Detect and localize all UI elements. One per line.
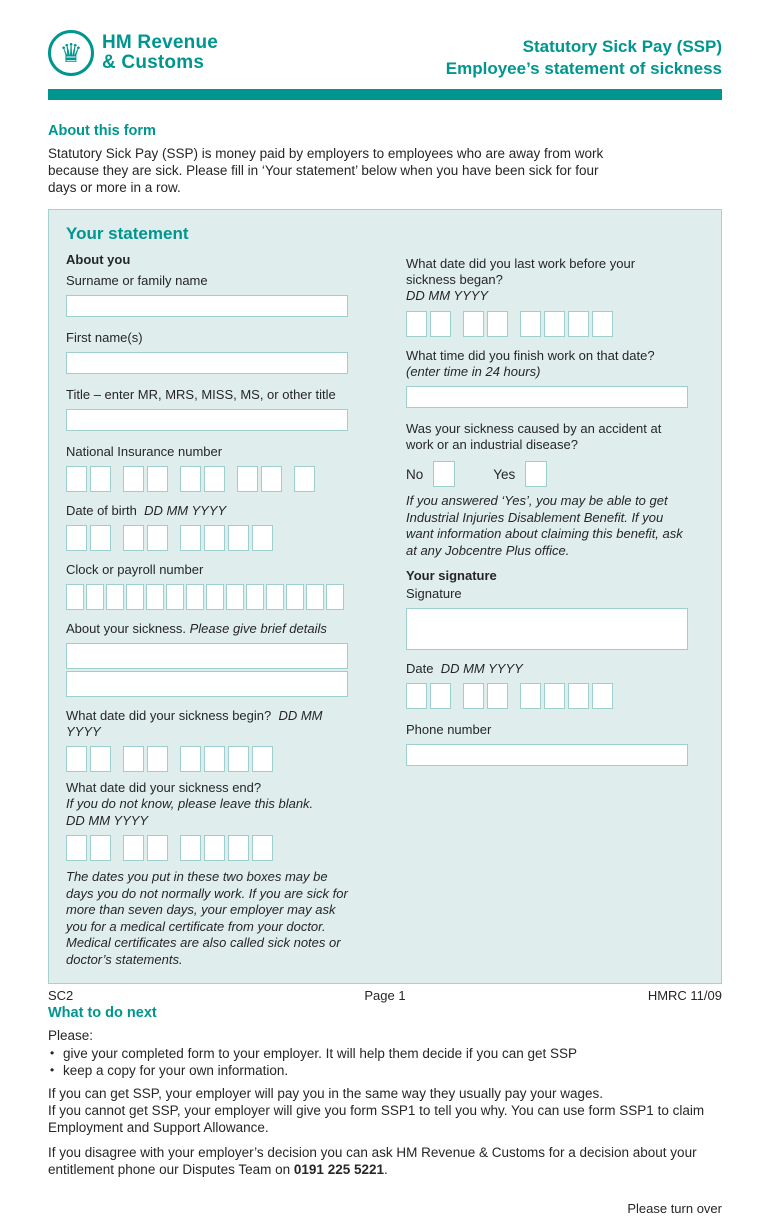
char-box[interactable] [228, 746, 249, 772]
char-box[interactable] [252, 835, 273, 861]
hmrc-reference: HMRC 11/09 [647, 988, 722, 1003]
yes-label: Yes [493, 466, 516, 482]
char-box[interactable] [226, 584, 244, 610]
char-box[interactable] [544, 311, 565, 337]
what-to-do-next-heading: What to do next [48, 1005, 157, 1021]
please-turn-over-label: Please turn over [627, 1201, 722, 1216]
char-box[interactable] [147, 835, 168, 861]
char-box[interactable] [544, 683, 565, 709]
char-box[interactable] [228, 835, 249, 861]
ssp1-line: If you cannot get SSP, your employer will give you form SSP1 to tell you why. You can use form SSP1 to claim Employment and Support Allowance. [48, 1103, 705, 1135]
char-box[interactable] [123, 746, 144, 772]
char-box[interactable] [180, 835, 201, 861]
form-code: SC2 [48, 988, 74, 1003]
char-box[interactable] [266, 584, 284, 610]
list-item: • keep a copy for your own information. [50, 1062, 722, 1079]
ni-number-boxes[interactable] [66, 466, 348, 492]
char-box[interactable] [66, 525, 87, 551]
about-you-heading: About you [66, 252, 131, 267]
signature-date-boxes[interactable] [406, 683, 688, 709]
clock-payroll-label: Clock or payroll number [66, 562, 204, 577]
dob-boxes[interactable] [66, 525, 348, 551]
char-box[interactable] [123, 835, 144, 861]
industrial-injuries-note: If you answered ‘Yes’, you may be able to get Industrial Injuries Disablement Benefit. If you want information about claiming this benefit, ask at any Jobcentre Plus office. [406, 493, 683, 558]
char-box[interactable] [180, 746, 201, 772]
char-box[interactable] [520, 683, 541, 709]
char-box[interactable] [592, 311, 613, 337]
char-box[interactable] [568, 683, 589, 709]
sickness-end-note: If you do not know, please leave this blank. [66, 796, 314, 811]
dates-explanation-note: The dates you put in these two boxes may be days you do not normally work. If you are sick for more than seven days, your employer may ask you for a medical certificate from your doctor. Medical certificates are also called sick notes or doctor’s statements. [66, 869, 348, 967]
char-box[interactable] [246, 584, 264, 610]
logo-line-1: HM Revenue [102, 32, 219, 53]
ssp-pay-line: If you can get SSP, your employer will pay you in the same way they usually pay your wages. [48, 1086, 604, 1101]
last-work-boxes[interactable] [406, 311, 688, 337]
char-box[interactable] [430, 683, 451, 709]
signature-date-label [406, 661, 688, 677]
form-title-line-1: Statutory Sick Pay (SSP) [522, 37, 722, 56]
sickness-details-input-line2[interactable] [66, 671, 348, 697]
char-box[interactable] [180, 525, 201, 551]
char-box[interactable] [406, 683, 427, 709]
date-format: DD MM YYYY [440, 661, 523, 676]
char-box[interactable] [430, 311, 451, 337]
what-to-do-next-section [48, 1004, 722, 1178]
no-label: No [406, 466, 424, 482]
char-box[interactable] [406, 311, 427, 337]
sickness-end-boxes[interactable] [66, 835, 348, 861]
sickness-details-label [66, 621, 348, 637]
char-box[interactable] [204, 835, 225, 861]
char-box[interactable] [463, 683, 484, 709]
disputes-text: If you disagree with your employer’s decision you can ask HM Revenue & Customs for a decision about your entitlement phone our Disputes Team on [48, 1145, 697, 1177]
char-box[interactable] [166, 584, 184, 610]
char-box[interactable] [66, 835, 87, 861]
char-box[interactable] [90, 466, 111, 492]
phone-number-label: Phone number [406, 722, 492, 737]
page-footer [48, 987, 722, 1004]
header [48, 30, 722, 80]
char-box[interactable] [146, 584, 164, 610]
char-box[interactable] [306, 584, 324, 610]
accident-answer-row [406, 461, 688, 487]
yes-checkbox[interactable] [525, 461, 547, 487]
begin-label-text: What date did your sickness begin? [66, 708, 272, 723]
dob-label-text: Date of birth [66, 503, 137, 518]
char-box[interactable] [592, 683, 613, 709]
finish-time-label: What time did you finish work on that date? [406, 347, 655, 363]
char-box[interactable] [90, 835, 111, 861]
finish-time-note: (enter time in 24 hours) [406, 363, 541, 379]
dob-format: DD MM YYYY [144, 503, 227, 518]
char-box[interactable] [204, 746, 225, 772]
sickness-details-input-line1[interactable] [66, 643, 348, 669]
please-label: Please: [48, 1028, 94, 1043]
form-title-line-2: Employee’s statement of sickness [445, 59, 722, 78]
char-box[interactable] [204, 525, 225, 551]
date-label-text: Date [406, 661, 434, 676]
list-item: • give your completed form to your employer. It will help them decide if you can get SSP [50, 1045, 722, 1062]
finish-time-input[interactable] [406, 386, 688, 408]
clock-payroll-boxes[interactable] [66, 584, 348, 610]
hmrc-logo [48, 30, 218, 76]
char-box[interactable] [204, 466, 225, 492]
char-box[interactable] [252, 746, 273, 772]
char-box[interactable] [520, 311, 541, 337]
ni-number-label: National Insurance number [66, 444, 223, 459]
accident-question-label: Was your sickness caused by an accident at work or an industrial disease? [406, 421, 662, 452]
char-box[interactable] [568, 311, 589, 337]
sickness-details-inputs [66, 643, 348, 697]
char-box[interactable] [237, 466, 258, 492]
char-box[interactable] [123, 466, 144, 492]
logo-line-2: & Customs [102, 52, 205, 73]
statement-left-column [66, 223, 348, 968]
char-box[interactable] [261, 466, 282, 492]
statement-right-column [406, 223, 688, 968]
char-box[interactable] [252, 525, 273, 551]
char-box[interactable] [66, 466, 87, 492]
char-box[interactable] [106, 584, 124, 610]
char-box[interactable] [66, 584, 84, 610]
hmrc-logo-text [102, 33, 218, 73]
char-box[interactable] [147, 466, 168, 492]
disputes-paragraph [48, 1144, 722, 1178]
title-label: Title – enter MR, MRS, MISS, MS, or other title [66, 387, 336, 402]
char-box[interactable] [294, 466, 315, 492]
surname-label: Surname or family name [66, 273, 208, 288]
dob-label [66, 503, 348, 519]
header-divider-bar [48, 89, 722, 100]
char-box[interactable] [286, 584, 304, 610]
char-box[interactable] [487, 311, 508, 337]
signature-input[interactable] [406, 608, 688, 650]
disputes-phone-number: 0191 225 5221 [293, 1162, 384, 1177]
sickness-begin-label [66, 708, 348, 740]
char-box[interactable] [123, 525, 144, 551]
your-statement-panel [48, 209, 722, 984]
sickness-label-note: Please give brief details [189, 621, 327, 636]
char-box[interactable] [487, 683, 508, 709]
phone-number-input[interactable] [406, 744, 688, 766]
disputes-period: . [384, 1162, 388, 1177]
char-box[interactable] [90, 525, 111, 551]
form-title [446, 30, 722, 80]
char-box[interactable] [463, 311, 484, 337]
about-this-form-heading: About this form [48, 123, 156, 139]
crown-icon: ♛ [48, 30, 94, 76]
char-box[interactable] [228, 525, 249, 551]
title-input[interactable] [66, 409, 348, 431]
instructions-list [50, 1045, 722, 1079]
char-box[interactable] [147, 746, 168, 772]
your-signature-heading: Your signature [406, 568, 497, 583]
sickness-end-label: What date did your sickness end? [66, 780, 262, 795]
firstname-label: First name(s) [66, 330, 143, 345]
begin-format: DD MM YYYY [66, 708, 323, 739]
char-box[interactable] [186, 584, 204, 610]
char-box[interactable] [147, 525, 168, 551]
about-this-form-body: Statutory Sick Pay (SSP) is money paid by employers to employees who are away from work because they are sick. Please fill in ‘Your statement’ below when you have been sick for four days or more in a row. [48, 146, 604, 195]
char-box[interactable] [180, 466, 201, 492]
char-box[interactable] [90, 746, 111, 772]
your-statement-heading: Your statement [66, 224, 189, 243]
char-box[interactable] [206, 584, 224, 610]
char-box[interactable] [66, 746, 87, 772]
sickness-label-text: About your sickness. [66, 621, 186, 636]
signature-label: Signature [406, 586, 462, 601]
last-work-format: DD MM YYYY [406, 288, 489, 303]
no-checkbox[interactable] [433, 461, 455, 487]
surname-input[interactable] [66, 295, 348, 317]
about-this-form-section [48, 122, 722, 196]
char-box[interactable] [326, 584, 344, 610]
last-work-label: What date did you last work before your sickness began? [406, 256, 636, 287]
sickness-end-format: DD MM YYYY [66, 812, 149, 828]
char-box[interactable] [86, 584, 104, 610]
page-number: Page 1 [364, 988, 406, 1003]
sickness-begin-boxes[interactable] [66, 746, 348, 772]
char-box[interactable] [126, 584, 144, 610]
firstname-input[interactable] [66, 352, 348, 374]
